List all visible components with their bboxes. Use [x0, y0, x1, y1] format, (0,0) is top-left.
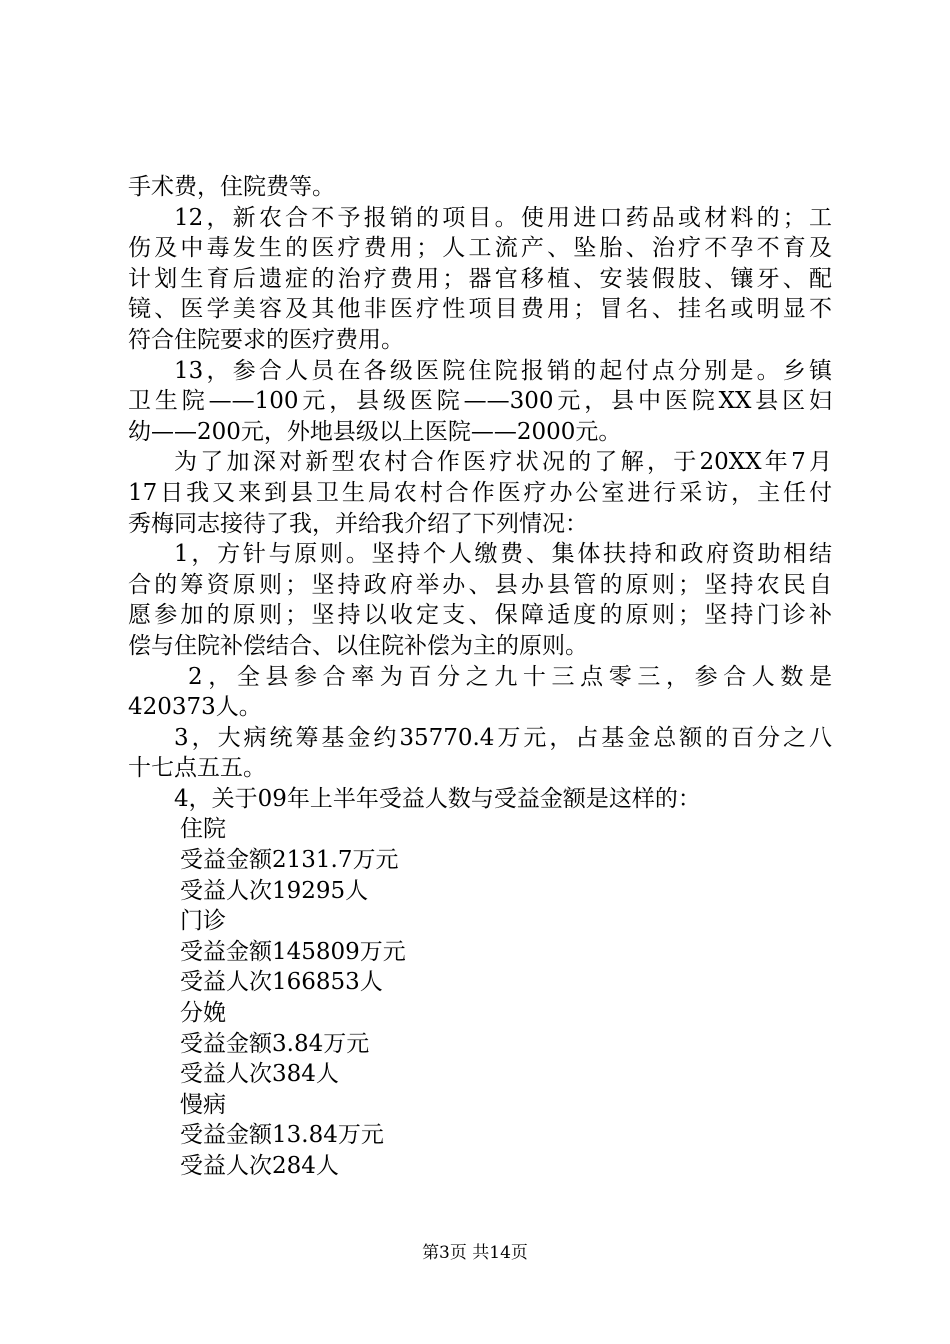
- list-item: 慢病: [180, 1091, 226, 1118]
- text-line: 偿与住院补偿结合、以住院补偿为主的原则。: [128, 632, 588, 659]
- text-line: 手术费，住院费等。: [128, 174, 335, 200]
- list-item: 分娩: [180, 1000, 226, 1027]
- list-item: 受益金额145809万元: [180, 938, 406, 965]
- text-line: 计划生育后遗症的治疗费用；器官移植、安装假肢、镶牙、配: [128, 265, 832, 292]
- list-item: 受益人次284人: [180, 1153, 339, 1179]
- text-line: 13，参合人员在各级医院住院报销的起付点分别是。乡镇: [174, 357, 832, 384]
- page-number-footer: 第3页 共14页: [422, 1243, 528, 1263]
- text-line: 为了加深对新型农村合作医疗状况的了解，于20XX年7月: [174, 449, 832, 476]
- text-line: 17日我又来到县卫生局农村合作医疗办公室进行采访，主任付: [128, 479, 832, 506]
- text-line: 幼——200元，外地县级以上医院——2000元。: [128, 418, 622, 445]
- text-line: 伤及中毒发生的医疗费用；人工流产、坠胎、治疗不孕不育及: [128, 235, 832, 262]
- text-line: 2，全县参合率为百分之九十三点零三，参合人数是: [188, 663, 832, 690]
- list-item: 受益人次384人: [180, 1061, 339, 1088]
- text-line: 秀梅同志接待了我，并给我介绍了下列情况：: [128, 510, 588, 537]
- list-item: 门诊: [180, 908, 226, 935]
- list-item: 受益金额3.84万元: [180, 1030, 370, 1057]
- text-line: 12，新农合不予报销的项目。使用进口药品或材料的；工: [174, 204, 832, 231]
- list-item: 受益人次19295人: [180, 877, 369, 904]
- list-item: 受益金额2131.7万元: [180, 847, 399, 874]
- document-body: [128, 172, 832, 1182]
- text-line: 愿参加的原则；坚持以收定支、保障适度的原则；坚持门诊补: [128, 602, 832, 629]
- text-line: 4，关于09年上半年受益人数与受益金额是这样的：: [174, 785, 701, 812]
- text-line: 420373人。: [128, 694, 262, 721]
- text-line: 1，方针与原则。坚持个人缴费、集体扶持和政府资助相结: [174, 541, 832, 568]
- text-line: 镜、医学美容及其他非医疗性项目费用；冒名、挂名或明显不: [128, 296, 832, 323]
- text-line: 卫生院——100元，县级医院——300元，县中医院XX县区妇: [128, 388, 832, 415]
- text-line: 合的筹资原则；坚持政府举办、县办县管的原则；坚持农民自: [128, 571, 832, 598]
- list-item: 受益金额13.84万元: [180, 1122, 384, 1149]
- text-line: 十七点五五。: [128, 755, 266, 782]
- list-item: 住院: [180, 816, 226, 843]
- text-line: 符合住院要求的医疗费用。: [128, 326, 404, 353]
- text-line: 3，大病统筹基金约35770.4万元，占基金总额的百分之八: [174, 724, 832, 751]
- list-item: 受益人次166853人: [180, 969, 383, 996]
